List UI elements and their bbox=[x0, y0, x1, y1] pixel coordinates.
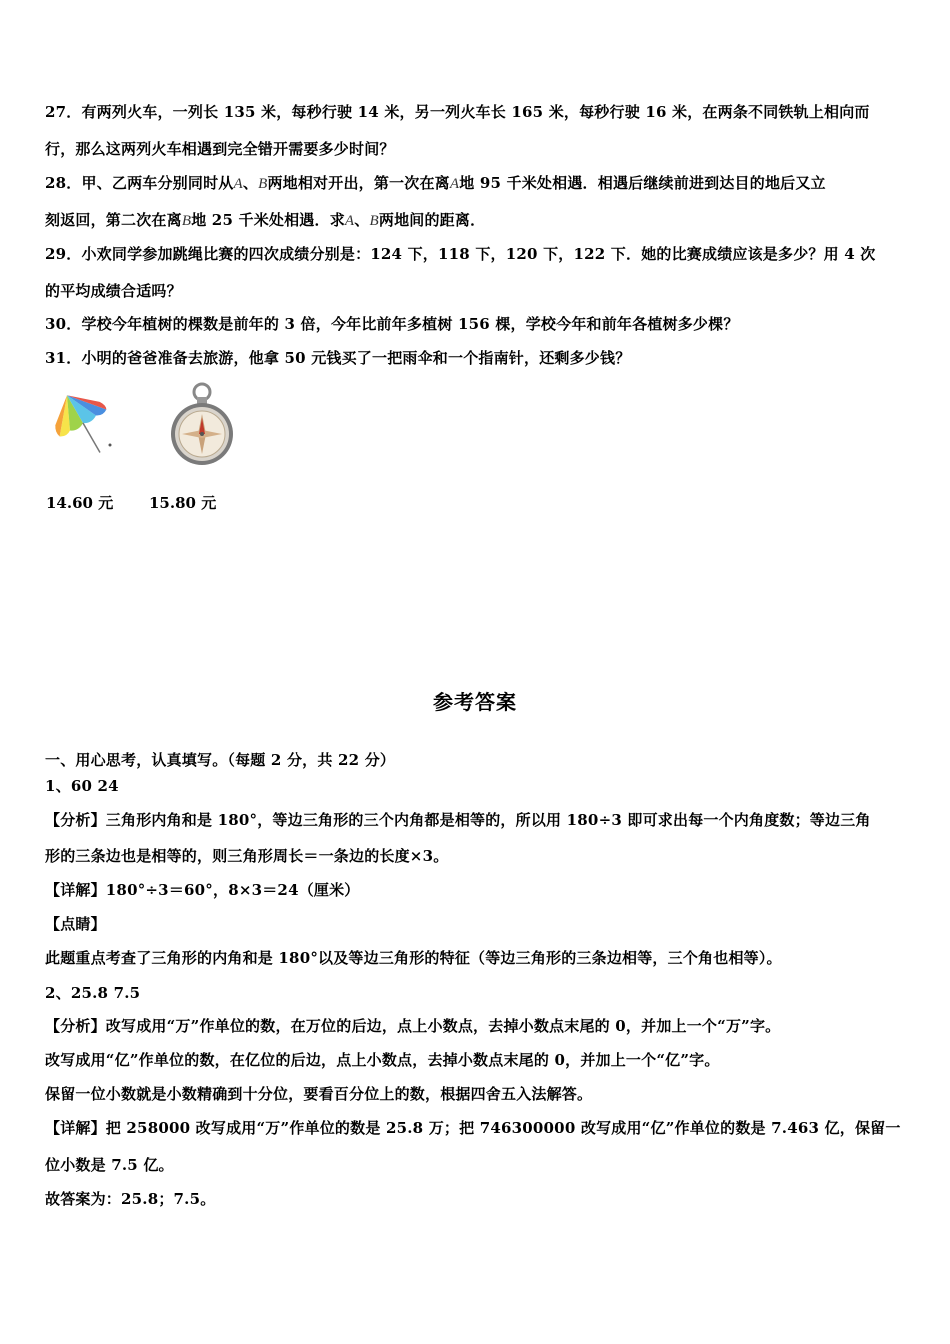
section1-heading: 一、用心思考，认真填写。（每题 2 分，共 22 分） bbox=[45, 751, 396, 769]
answer1-note: 此题重点考查了三角形的内角和是 180°以及等边三角形的特征（等边三角形的三条边相等，三个角也相等）。 bbox=[45, 949, 782, 967]
answer2-analysis-line3: 保留一位小数就是小数精确到十分位，要看百分位上的数，根据四舍五入法解答。 bbox=[45, 1085, 593, 1103]
q28-text-b: 两地相对开出，第一次在离 bbox=[267, 174, 450, 192]
answer2-final: 故答案为：25.8；7.5。 bbox=[45, 1190, 216, 1208]
answer2-detail-line1: 【详解】把 258000 改写成用“万”作单位的数是 25.8 万；把 746300000 改写成用“亿”作单位的数是 7.463 亿，保留一 bbox=[45, 1119, 901, 1137]
q31: 31．小明的爸爸准备去旅游，他拿 50 元钱买了一把雨伞和一个指南针，还剩多少钱？ bbox=[45, 349, 631, 367]
q29-line2: 的平均成绩合适吗？ bbox=[45, 282, 182, 300]
answer1-head: 1、60 24 bbox=[45, 777, 119, 795]
q28-text-a: 28．甲、乙两车分别同时从 bbox=[45, 174, 234, 192]
umbrella-icon bbox=[48, 383, 118, 463]
answer-title: 参考答案 bbox=[433, 690, 517, 714]
answer2-analysis-line1: 【分析】改写成用“万”作单位的数，在万位的后边，点上小数点，去掉小数点末尾的 0，并加上一个“万”字。 bbox=[45, 1017, 781, 1035]
var-b: B bbox=[369, 213, 379, 229]
separator: 、 bbox=[354, 211, 370, 229]
q30: 30．学校今年植树的棵数是前年的 3 倍，今年比前年多植树 156 棵，学校今年和前年各植树多少棵？ bbox=[45, 315, 739, 333]
answer1-analysis-line1: 【分析】三角形内角和是 180°，等边三角形的三个内角都是相等的，所以用 180÷3 即可求出每一个内角度数；等边三角 bbox=[45, 811, 871, 829]
q28-line2 bbox=[45, 210, 906, 231]
q28-line1 bbox=[45, 173, 906, 194]
q28-text-f: 两地间的距离． bbox=[378, 211, 486, 229]
answer2-head: 2、25.8 7.5 bbox=[45, 984, 141, 1002]
q28-text-c: 地 95 千米处相遇．相遇后继续前进到达目的地后又立 bbox=[459, 174, 826, 192]
separator: 、 bbox=[242, 174, 259, 192]
q28-text-d: 刻返回，第二次在离 bbox=[45, 211, 182, 229]
var-b: B bbox=[258, 176, 268, 192]
var-b: B bbox=[181, 213, 192, 229]
answer1-dianjing: 【点睛】 bbox=[45, 915, 106, 933]
var-a: A bbox=[233, 176, 243, 192]
answer2-detail-line2: 位小数是 7.5 亿。 bbox=[45, 1156, 174, 1174]
answer1-detail: 【详解】180°÷3＝60°，8×3＝24（厘米） bbox=[45, 881, 360, 899]
answer2-analysis-line2: 改写成用“亿”作单位的数，在亿位的后边，点上小数点，去掉小数点末尾的 0，并加上一个“亿”字。 bbox=[45, 1051, 720, 1069]
q29-line1: 29．小欢同学参加跳绳比赛的四次成绩分别是：124 下，118 下，120 下，122 下．她的比赛成绩应该是多少？用 4 次 bbox=[45, 245, 876, 263]
answer1-analysis-line2: 形的三条边也是相等的，则三角形周长＝一条边的长度×3。 bbox=[45, 847, 449, 865]
q27-line2: 行，那么这两列火车相遇到完全错开需要多少时间？ bbox=[45, 140, 395, 158]
compass-price: 15.80 元 bbox=[149, 494, 217, 512]
compass-icon bbox=[166, 380, 238, 468]
q27-line1: 27．有两列火车，一列长 135 米，每秒行驶 14 米，另一列火车长 165 米，每秒行驶 16 米，在两条不同铁轨上相向而 bbox=[45, 103, 870, 121]
q28-text-e: 地 25 千米处相遇．求 bbox=[191, 211, 345, 229]
umbrella-price: 14.60 元 bbox=[46, 494, 114, 512]
var-a: A bbox=[344, 213, 355, 229]
var-a: A bbox=[449, 176, 460, 192]
